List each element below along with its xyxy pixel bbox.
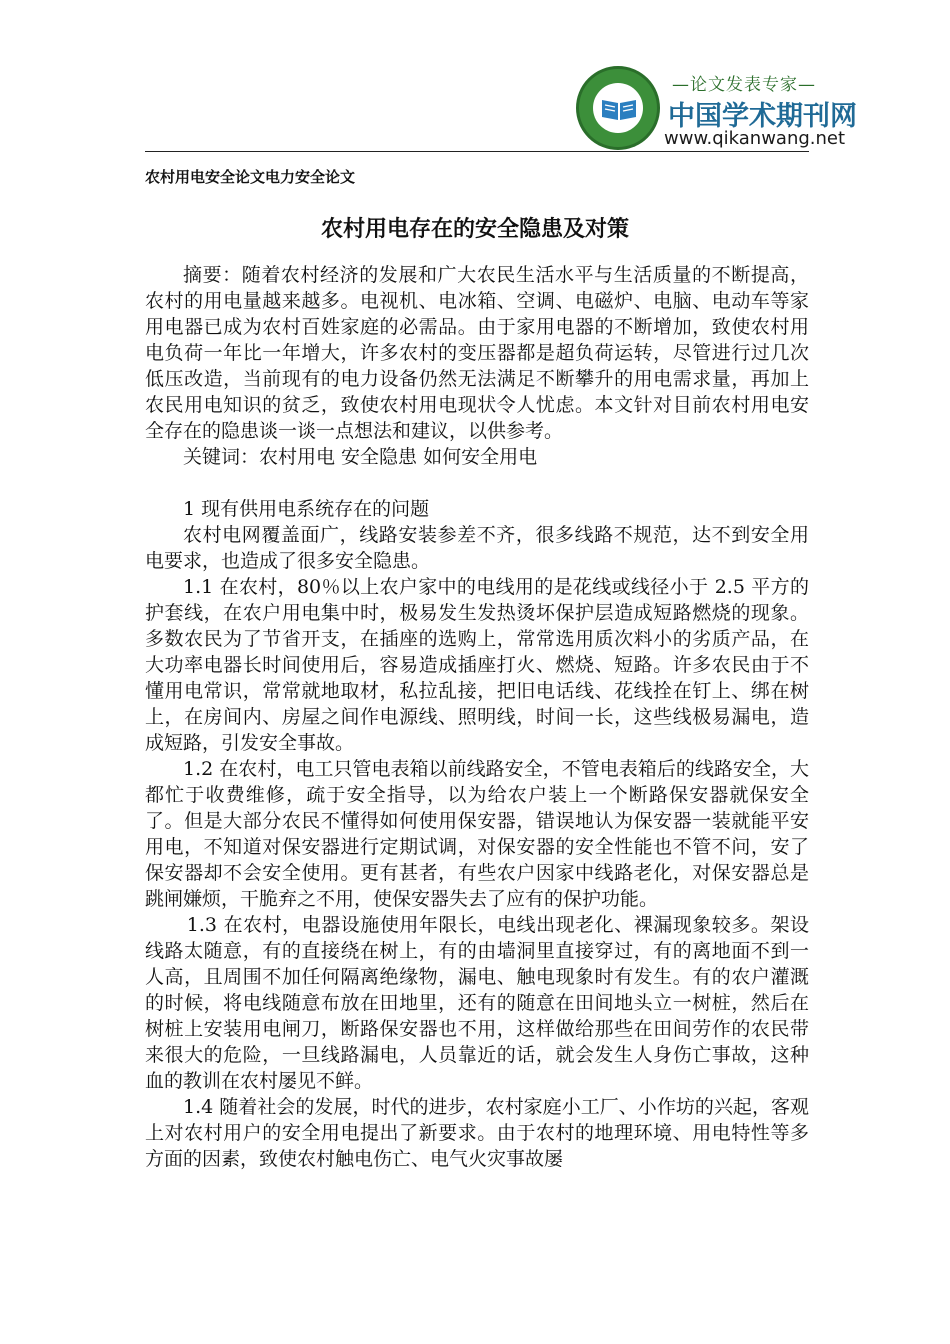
logo-url: www.qikanwang.net [664, 128, 846, 149]
site-logo [576, 66, 857, 156]
body-paragraph: 1.2 在农村，电工只管电表箱以前线路安全，不管电表箱后的线路安全，大都忙于收费维修，疏于安全指导，以为给农户装上一个断路保安器就保安全了。但是大部分农民不懂得如何使用保安器，错误地认为保安器一装就能平安用电，不知道对保安器进行定期试调，对保安器的安全性能也不管不问，安了保安器却不会安全使用。更有甚者，有些农户因家中线路老化，对保安器总是跳闸嫌烦，干脆弃之不用，使保安器失去了应有的保护功能。 [145, 758, 809, 910]
document-body [145, 262, 809, 1172]
section-heading: 1 现有供用电系统存在的问题 [183, 498, 430, 520]
logo-name: 中国学术期刊网 [668, 101, 857, 132]
logo-tagline: —论文发表专家— [672, 75, 816, 95]
header-rule [145, 151, 809, 152]
body-paragraph: 1.4 随着社会的发展，时代的进步，农村家庭小工厂、小作坊的兴起，客观上对农村用户的安全用电提出了新要求。由于农村的地理环境、用电特性等多方面的因素，致使农村触电伤亡、电气火灾事故屡 [145, 1096, 809, 1170]
body-paragraph: 农村电网覆盖面广，线路安装参差不齐，很多线路不规范，达不到安全用电要求，也造成了很多安全隐患。 [145, 524, 809, 572]
logo-seal [576, 66, 660, 150]
body-paragraph: 1.3 在农村，电器设施使用年限长，电线出现老化、裸漏现象较多。架设线路太随意，有的直接绕在树上，有的由墙洞里直接穿过，有的离地面不到一人高，且周围不加任何隔离绝缘物，漏电、触电现象时有发生。有的农户灌溉的时候，将电线随意布放在田地里，还有的随意在田间地头立一树桩，然后在树桩上安装用电闸刀，断路保安器也不用，这样做给那些在田间劳作的农民带来很大的危险，一旦线路漏电，人员靠近的话，就会发生人身伤亡事故，这种血的教训在农村屡见不鲜。 [145, 914, 809, 1092]
body-paragraph: 1.1 在农村，80％以上农户家中的电线用的是花线或线径小于 2.5 平方的护套线，在农户用电集中时，极易发生发热烫坏保护层造成短路燃烧的现象。多数农民为了节省开支，在插座的选购上，常常选用质次料小的劣质产品，在大功率电器长时间使用后，容易造成插座打火、燃烧、短路。许多农民由于不懂用电常识，常常就地取材，私拉乱接，把旧电话线、花线拴在钉上、绑在树上，在房间内、房屋之间作电源线、照明线，时间一长，这些线极易漏电，造成短路，引发安全事故。 [145, 576, 809, 754]
document-title: 农村用电存在的安全隐患及对策 [320, 217, 629, 242]
keywords-paragraph: 关键词：农村用电 安全隐患 如何安全用电 [183, 446, 538, 468]
book-icon [601, 97, 637, 121]
document-header: 农村用电安全论文电力安全论文 [145, 168, 356, 186]
abstract-paragraph: 摘要：随着农村经济的发展和广大农民生活水平与生活质量的不断提高，农村的用电量越来越多。电视机、电冰箱、空调、电磁炉、电脑、电动车等家用电器已成为农村百姓家庭的必需品。由于家用电器的不断增加，致使农村用电负荷一年比一年增大，许多农村的变压器都是超负荷运转，尽管进行过几次低压改造，当前现有的电力设备仍然无法满足不断攀升的用电需求量，再加上农民用电知识的贫乏，致使农村用电现状令人忧虑。本文针对目前农村用电安全存在的隐患谈一谈一点想法和建议，以供参考。 [145, 264, 809, 442]
